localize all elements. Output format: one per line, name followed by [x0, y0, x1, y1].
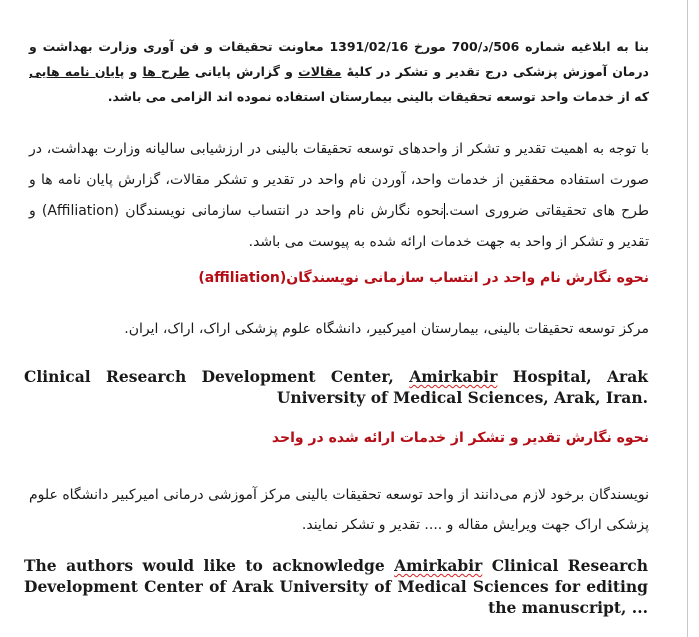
spellcheck-word[interactable]: Amirkabir	[409, 367, 498, 386]
affiliation-en-text-a: Clinical Research Development Center,	[24, 367, 410, 386]
affiliation-en-text-b: Hospital, Arak University of Medical Sciences, Arak, Iran.	[276, 367, 648, 407]
spellcheck-word[interactable]: Amirkabir	[394, 556, 483, 575]
notice-underlined-theses: پایان نامه هایی	[29, 64, 125, 79]
affiliation-english	[24, 366, 648, 408]
notice-underlined-projects: طرح ها	[142, 64, 190, 79]
acknowledgment-english	[24, 555, 648, 618]
affiliation-persian: مرکز توسعه تحقیقات بالینی، بیمارستان امیرکبیر، دانشگاه علوم پزشکی اراک، اراک، ایران.	[124, 321, 649, 337]
notice-text-b: و گزارش پایانی	[189, 64, 299, 79]
acknowledgment-heading: نحوه نگارش تقدیر و تشکر از خدمات ارائه شده در واحد	[271, 430, 649, 446]
notice-text-d: که از خدمات واحد توسعه تحقیقات بالینی بیمارستان استفاده نموده اند الزامی می باشد.	[107, 89, 649, 104]
importance-paragraph[interactable]	[29, 134, 649, 258]
ack-en-text-b: Clinical Research Development Center of Arak University of Medical Sciences for editing the manuscript, ...	[24, 556, 648, 617]
importance-text-a: با توجه به اهمیت تقدیر و تشکر از واحدهای توسعه تحقیقات بالینی در ارزشیابی سالیانه وزارت بهداشت، در صورت استفاده محققین از خدمات واحد، آوردن نام واحد در تقدیر و تشکر مقالات، گزارش پایان نامه ها و طرح های تحقیقاتی ضروری است.	[29, 141, 649, 219]
importance-text-b: نحوه نگارش نام واحد در انتساب سازمانی نویسندگان (Affiliation) و تقدیر و تشکر از واحد به جهت خدمات ارائه شده به پیوست می باشد.	[29, 203, 649, 250]
ack-en-text-a: The authors would like to acknowledge	[24, 556, 395, 575]
notice-text-c: و	[124, 64, 143, 79]
notice-underlined-articles: مقالات	[298, 64, 342, 79]
acknowledgment-persian: نویسندگان برخود لازم می‌دانند از واحد توسعه تحقیقات بالینی مرکز آموزشی درمانی امیرکبیر دانشگاه علوم پزشکی اراک جهت ویرایش مقاله و .... تقدیر و تشکر نمایند.	[29, 487, 649, 533]
notice-paragraph	[29, 34, 649, 109]
affiliation-heading: نحوه نگارش نام واحد در انتساب سازمانی نویسندگان(affiliation)	[198, 270, 649, 286]
notice-text-a: بنا به ابلاغیه شماره 506/د/700 مورخ 1391/02/16 معاونت تحقیقات و فن آوری وزارت بهداشت و درمان آموزش پزشکی درج تقدیر و تشکر در کلیهٔ	[29, 39, 649, 79]
